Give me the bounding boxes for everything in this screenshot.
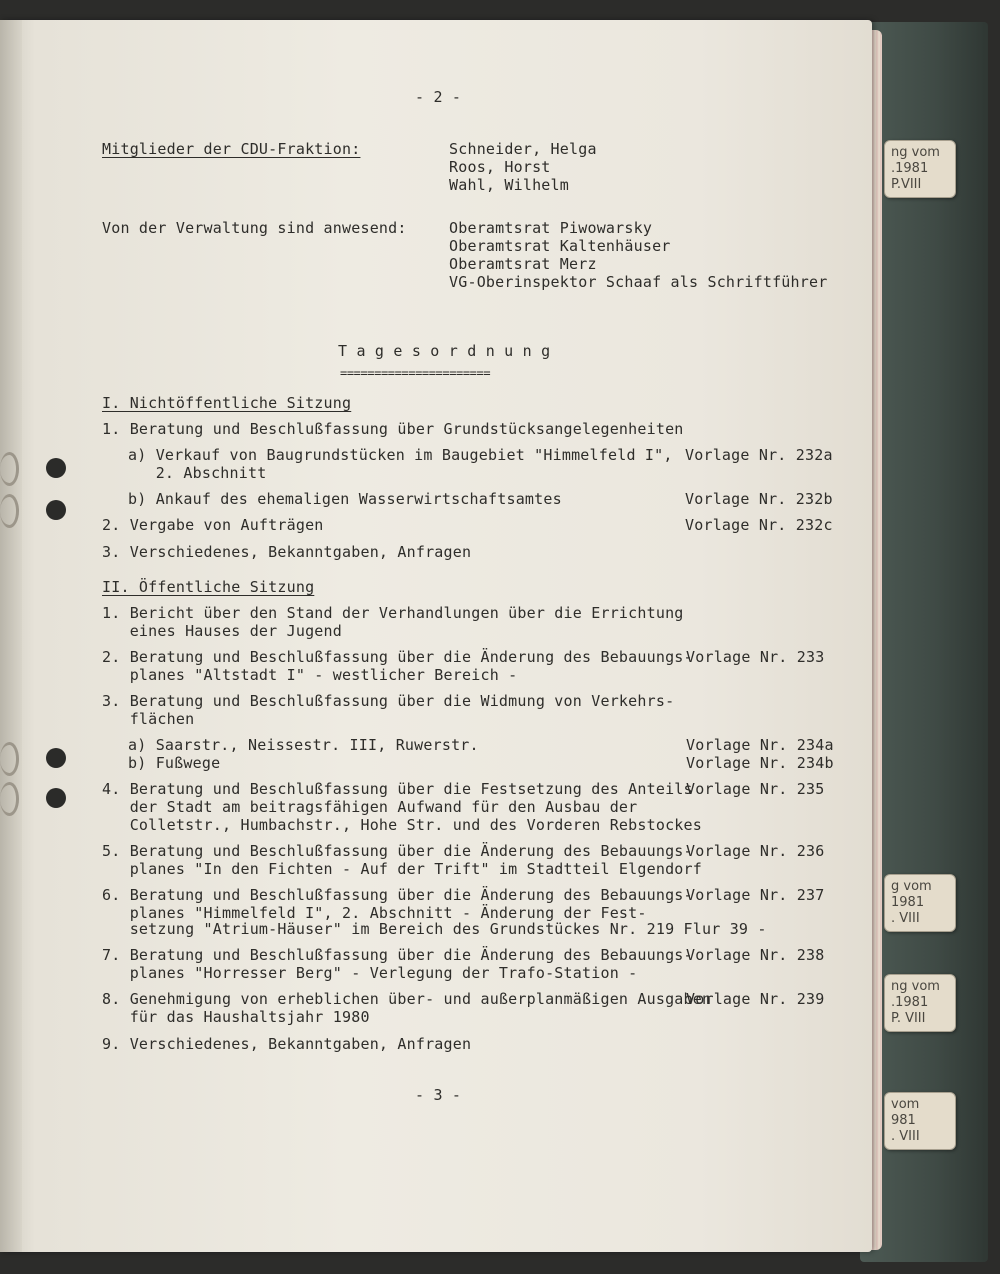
agenda-item-reference: Vorlage Nr. 234a [686, 736, 834, 754]
agenda-item-text: flächen [102, 710, 195, 728]
agenda-item-text: für das Haushaltsjahr 1980 [102, 1008, 370, 1026]
index-tab: vom 981 . VIII [884, 1092, 956, 1150]
page-number-bottom: - 3 - [415, 1086, 462, 1104]
agenda-item-text: Colletstr., Humbachstr., Hohe Str. und des Vorderen Rebstockes [102, 816, 702, 834]
agenda-item-text: 6. Beratung und Beschlußfassung über die Änderung des Bebauungs- [102, 886, 693, 904]
agenda-item-reference: Vorlage Nr. 232b [685, 490, 833, 508]
member-name: Wahl, Wilhelm [449, 176, 569, 194]
agenda-item-text: planes "Horresser Berg" - Verlegung der Trafo-Station - [102, 964, 638, 982]
agenda-item-text: 3. Verschiedenes, Bekanntgaben, Anfragen [102, 543, 472, 561]
agenda-item-reference: Vorlage Nr. 232a [685, 446, 833, 464]
agenda-item-text: 9. Verschiedenes, Bekanntgaben, Anfragen [102, 1035, 472, 1053]
agenda-item-text: 1. Bericht über den Stand der Verhandlungen über die Errichtung [102, 604, 684, 622]
members-label: Mitglieder der CDU-Fraktion: [102, 140, 361, 158]
administration-label: Von der Verwaltung sind anwesend: [102, 219, 407, 237]
agenda-item-text: 4. Beratung und Beschlußfassung über die Festsetzung des Anteils [102, 780, 693, 798]
agenda-item-text: 2. Vergabe von Aufträgen [102, 516, 324, 534]
agenda-item-text: a) Saarstr., Neissestr. III, Ruwerstr. [128, 736, 479, 754]
previous-page-edge [0, 20, 22, 1252]
page-number-top: - 2 - [415, 88, 462, 106]
agenda-item-text: setzung "Atrium-Häuser" im Bereich des Grundstückes Nr. 219 Flur 39 - [102, 920, 767, 938]
member-name: Roos, Horst [449, 158, 551, 176]
agenda-item-text: 2. Beratung und Beschlußfassung über die Änderung des Bebauungs- [102, 648, 693, 666]
agenda-item-text: 8. Genehmigung von erheblichen über- und außerplanmäßigen Ausgaben [102, 990, 712, 1008]
binder-ring [0, 452, 19, 486]
punch-hole [46, 788, 66, 808]
agenda-item-text: der Stadt am beitragsfähigen Aufwand für den Ausbau der [102, 798, 638, 816]
punch-hole [46, 458, 66, 478]
administration-name: Oberamtsrat Piwowarsky [449, 219, 653, 237]
agenda-item-text: b) Fußwege [128, 754, 221, 772]
agenda-item-reference: Vorlage Nr. 234b [686, 754, 834, 772]
agenda-item-text: 2. Abschnitt [128, 464, 267, 482]
agenda-item-reference: Vorlage Nr. 238 [686, 946, 825, 964]
section-heading: I. Nichtöffentliche Sitzung [102, 394, 352, 412]
agenda-title: T a g e s o r d n u n g [338, 342, 551, 360]
administration-name: Oberamtsrat Merz [449, 255, 597, 273]
agenda-item-reference: Vorlage Nr. 237 [686, 886, 825, 904]
agenda-item-text: planes "Altstadt I" - westlicher Bereich - [102, 666, 518, 684]
index-tab: ng vom .1981 P.VIII [884, 140, 956, 198]
punch-hole [46, 500, 66, 520]
agenda-item-text: eines Hauses der Jugend [102, 622, 342, 640]
agenda-item-text: 7. Beratung und Beschlußfassung über die Änderung des Bebauungs- [102, 946, 693, 964]
member-name: Schneider, Helga [449, 140, 597, 158]
agenda-item-text: 5. Beratung und Beschlußfassung über die Änderung des Bebauungs- [102, 842, 693, 860]
agenda-item-text: 3. Beratung und Beschlußfassung über die Widmung von Verkehrs- [102, 692, 675, 710]
agenda-item-text: planes "Himmelfeld I", 2. Abschnitt - Änderung der Fest- [102, 904, 647, 922]
index-tab: g vom 1981 . VIII [884, 874, 956, 932]
agenda-item-reference: Vorlage Nr. 235 [686, 780, 825, 798]
administration-name: VG-Oberinspektor Schaaf als Schriftführer [449, 273, 828, 291]
agenda-item-text: a) Verkauf von Baugrundstücken im Baugebiet "Himmelfeld I", [128, 446, 673, 464]
agenda-item-reference: Vorlage Nr. 233 [686, 648, 825, 666]
section-heading: II. Öffentliche Sitzung [102, 578, 315, 596]
agenda-item-text: planes "In den Fichten - Auf der Trift" im Stadtteil Elgendorf [102, 860, 702, 878]
agenda-item-text: 1. Beratung und Beschlußfassung über Grundstücksangelegenheiten [102, 420, 684, 438]
agenda-item-reference: Vorlage Nr. 236 [686, 842, 825, 860]
index-tab: ng vom .1981 P. VIII [884, 974, 956, 1032]
agenda-item-reference: Vorlage Nr. 232c [685, 516, 833, 534]
agenda-item-reference: Vorlage Nr. 239 [686, 990, 825, 1008]
agenda-item-text: b) Ankauf des ehemaligen Wasserwirtschaftsamtes [128, 490, 562, 508]
agenda-title-rule: ====================== [340, 366, 491, 380]
binder-ring [0, 742, 19, 776]
punch-hole [46, 748, 66, 768]
binder-ring [0, 494, 19, 528]
binder-ring [0, 782, 19, 816]
administration-name: Oberamtsrat Kaltenhäuser [449, 237, 671, 255]
